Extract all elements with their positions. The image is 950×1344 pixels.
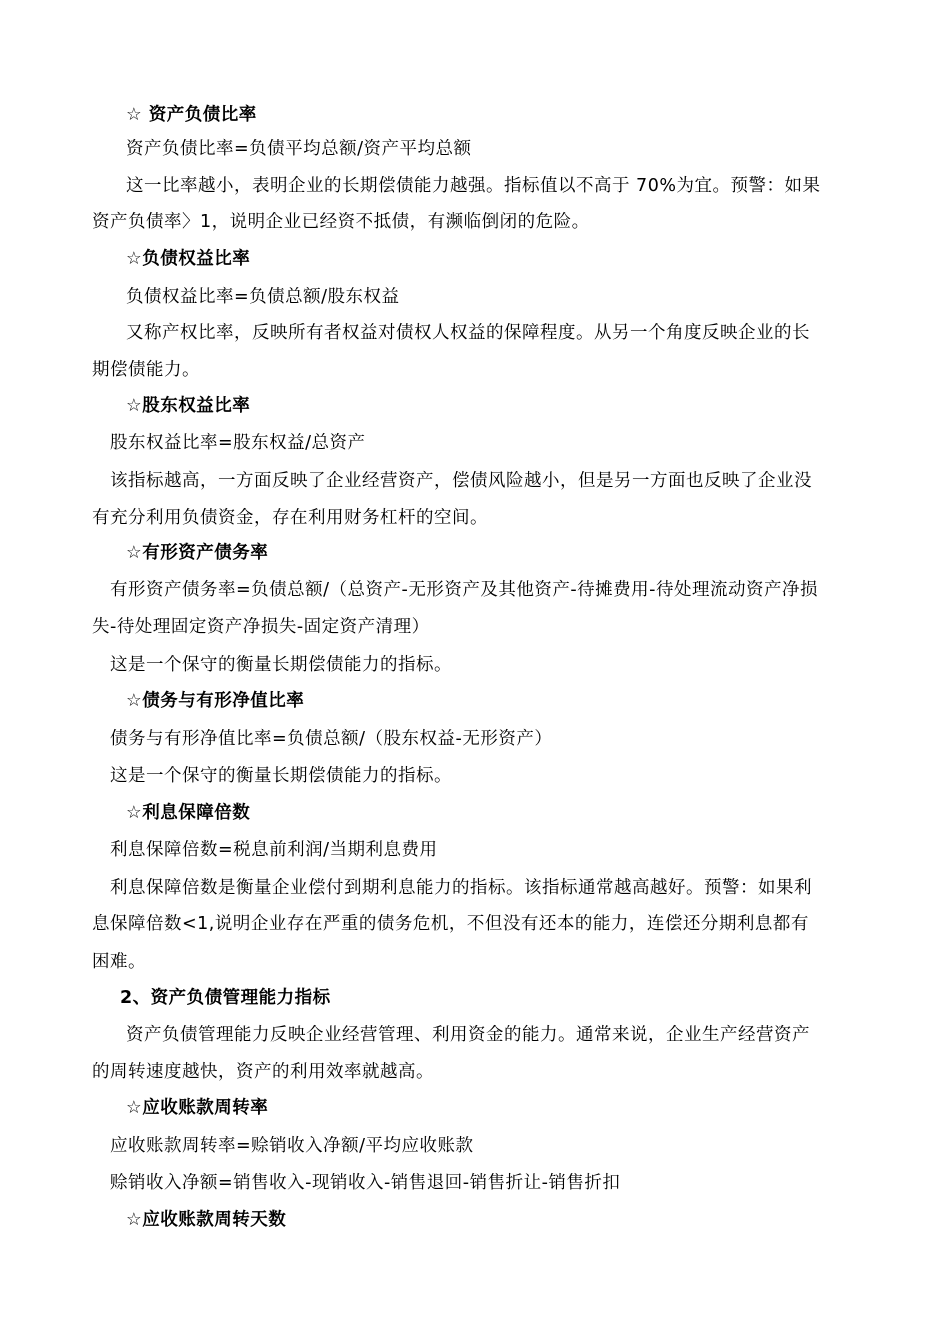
heading-equity-ratio: ☆股东权益比率 — [126, 396, 251, 416]
paragraph-line: 资产负债管理能力反映企业经营管理、利用资金的能力。通常来说，企业生产经营资产 — [126, 1025, 810, 1045]
paragraph-line: 这一比率越小，表明企业的长期偿债能力越强。指标值以不高于 70%为宜。预警：如果 — [126, 176, 821, 196]
heading-debt-equity-ratio: ☆负债权益比率 — [126, 249, 251, 269]
heading-debt-tangible-net-worth: ☆债务与有形净值比率 — [126, 691, 305, 711]
formula-interest-coverage: 利息保障倍数=税息前利润/当期利息费用 — [110, 840, 438, 860]
formula-net-credit-sales: 赊销收入净额=销售收入-现销收入-销售退回-销售折让-销售折扣 — [110, 1173, 621, 1193]
formula-receivables-turnover: 应收账款周转率=赊销收入净额/平均应收账款 — [110, 1136, 474, 1156]
paragraph-line: 这是一个保守的衡量长期偿债能力的指标。 — [110, 766, 452, 786]
paragraph-line: 困难。 — [92, 952, 146, 972]
paragraph-line: 期偿债能力。 — [92, 360, 200, 380]
heading-receivables-turnover: ☆应收账款周转率 — [126, 1098, 269, 1118]
formula-debt-equity-ratio: 负债权益比率=负债总额/股东权益 — [126, 287, 400, 307]
paragraph-line: 该指标越高，一方面反映了企业经营资产，偿债风险越小，但是另一方面也反映了企业没 — [110, 471, 812, 491]
heading-receivables-turnover-days: ☆应收账款周转天数 — [126, 1210, 287, 1230]
formula-tangible-asset-debt-ratio: 有形资产债务率=负债总额/（总资产-无形资产及其他资产-待摊费用-待处理流动资产净损 — [110, 580, 819, 600]
paragraph-line: 这是一个保守的衡量长期偿债能力的指标。 — [110, 655, 452, 675]
formula-debt-tangible-net-worth: 债务与有形净值比率=负债总额/（股东权益-无形资产） — [110, 729, 553, 749]
heading-tangible-asset-debt-ratio: ☆有形资产债务率 — [126, 543, 269, 563]
formula-asset-liability-ratio: 资产负债比率=负债平均总额/资产平均总额 — [126, 139, 472, 159]
paragraph-line: 资产负债率〉1，说明企业已经资不抵债，有濒临倒闭的危险。 — [92, 212, 590, 232]
paragraph-line: 又称产权比率，反映所有者权益对债权人权益的保障程度。从另一个角度反映企业的长 — [126, 323, 810, 343]
formula-equity-ratio: 股东权益比率=股东权益/总资产 — [110, 433, 366, 453]
heading-asset-liability-management: 2、资产负债管理能力指标 — [120, 988, 331, 1008]
heading-interest-coverage: ☆利息保障倍数 — [126, 803, 251, 823]
paragraph-line: 的周转速度越快，资产的利用效率就越高。 — [92, 1062, 434, 1082]
heading-asset-liability-ratio: ☆ 资产负债比率 — [126, 105, 257, 125]
paragraph-line: 息保障倍数<1,说明企业存在严重的债务危机，不但没有还本的能力，连偿还分期利息都有 — [92, 914, 809, 934]
paragraph-line: 有充分利用负债资金，存在利用财务杠杆的空间。 — [92, 508, 488, 528]
paragraph-line: 利息保障倍数是衡量企业偿付到期利息能力的指标。该指标通常越高越好。预警：如果利 — [110, 878, 812, 898]
paragraph-line: 失-待处理固定资产净损失-固定资产清理） — [92, 617, 430, 637]
